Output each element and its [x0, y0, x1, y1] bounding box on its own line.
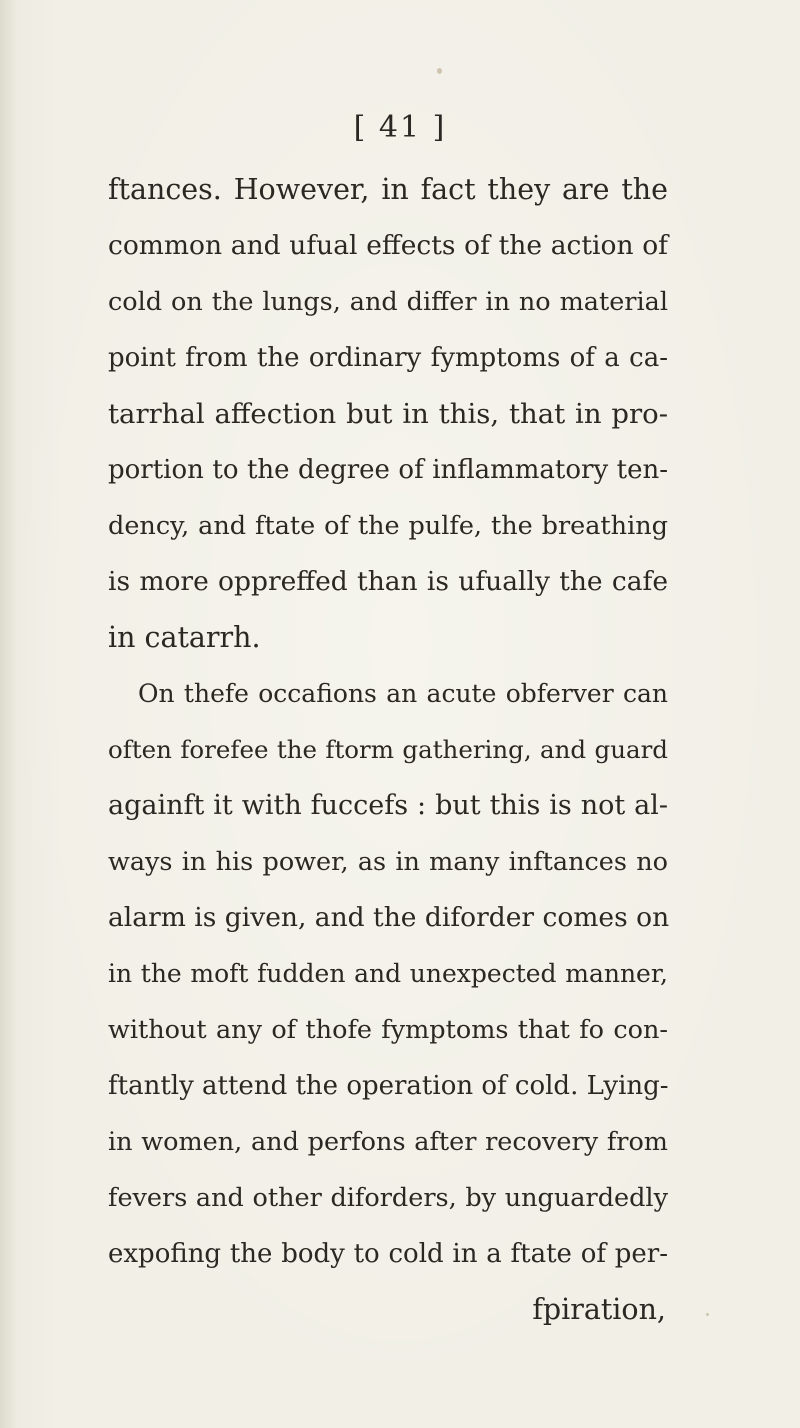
- text-line: is more oppreffed than is ufually the cafe: [108, 566, 668, 597]
- text-line: tarrhal affection but in this, that in pro-: [108, 398, 668, 430]
- paper-speck: [437, 68, 442, 74]
- text-line: without any of thofe fymptoms that fo con-: [108, 1015, 668, 1045]
- text-line: alarm is given, and the diforder comes on: [108, 902, 670, 933]
- text-line: ftances. However, in fact they are the: [108, 173, 668, 206]
- text-line: portion to the degree of inflammatory ten-: [108, 455, 668, 485]
- page-body-text: [108, 162, 668, 1338]
- text-line: cold on the lungs, and differ in no material: [108, 287, 668, 317]
- text-line: ways in his power, as in many inftances no: [108, 847, 668, 877]
- text-line: in catarrh.: [108, 621, 261, 654]
- catchword: fpiration,: [532, 1293, 666, 1326]
- text-line: againft it with fuccefs : but this is not al-: [108, 790, 668, 821]
- page-number-header: [ 41 ]: [353, 110, 447, 145]
- text-line: On thefe occafions an acute obferver can: [138, 679, 668, 708]
- text-line: in the moft fudden and unexpected manner,: [108, 959, 668, 988]
- text-line: point from the ordinary fymptoms of a ca-: [108, 343, 668, 373]
- text-line: expofing the body to cold in a ftate of per-: [108, 1239, 668, 1269]
- text-line: common and ufual effects of the action of: [108, 230, 668, 261]
- text-line: in women, and perfons after recovery from: [108, 1127, 668, 1157]
- text-line: often forefee the ftorm gathering, and guard: [108, 735, 668, 764]
- text-line: ftantly attend the operation of cold. Lying-: [108, 1071, 669, 1101]
- paper-speck: [706, 1313, 709, 1316]
- text-line: dency, and ftate of the pulfe, the breathing: [108, 511, 668, 541]
- text-line: fevers and other diforders, by unguardedly: [108, 1183, 668, 1213]
